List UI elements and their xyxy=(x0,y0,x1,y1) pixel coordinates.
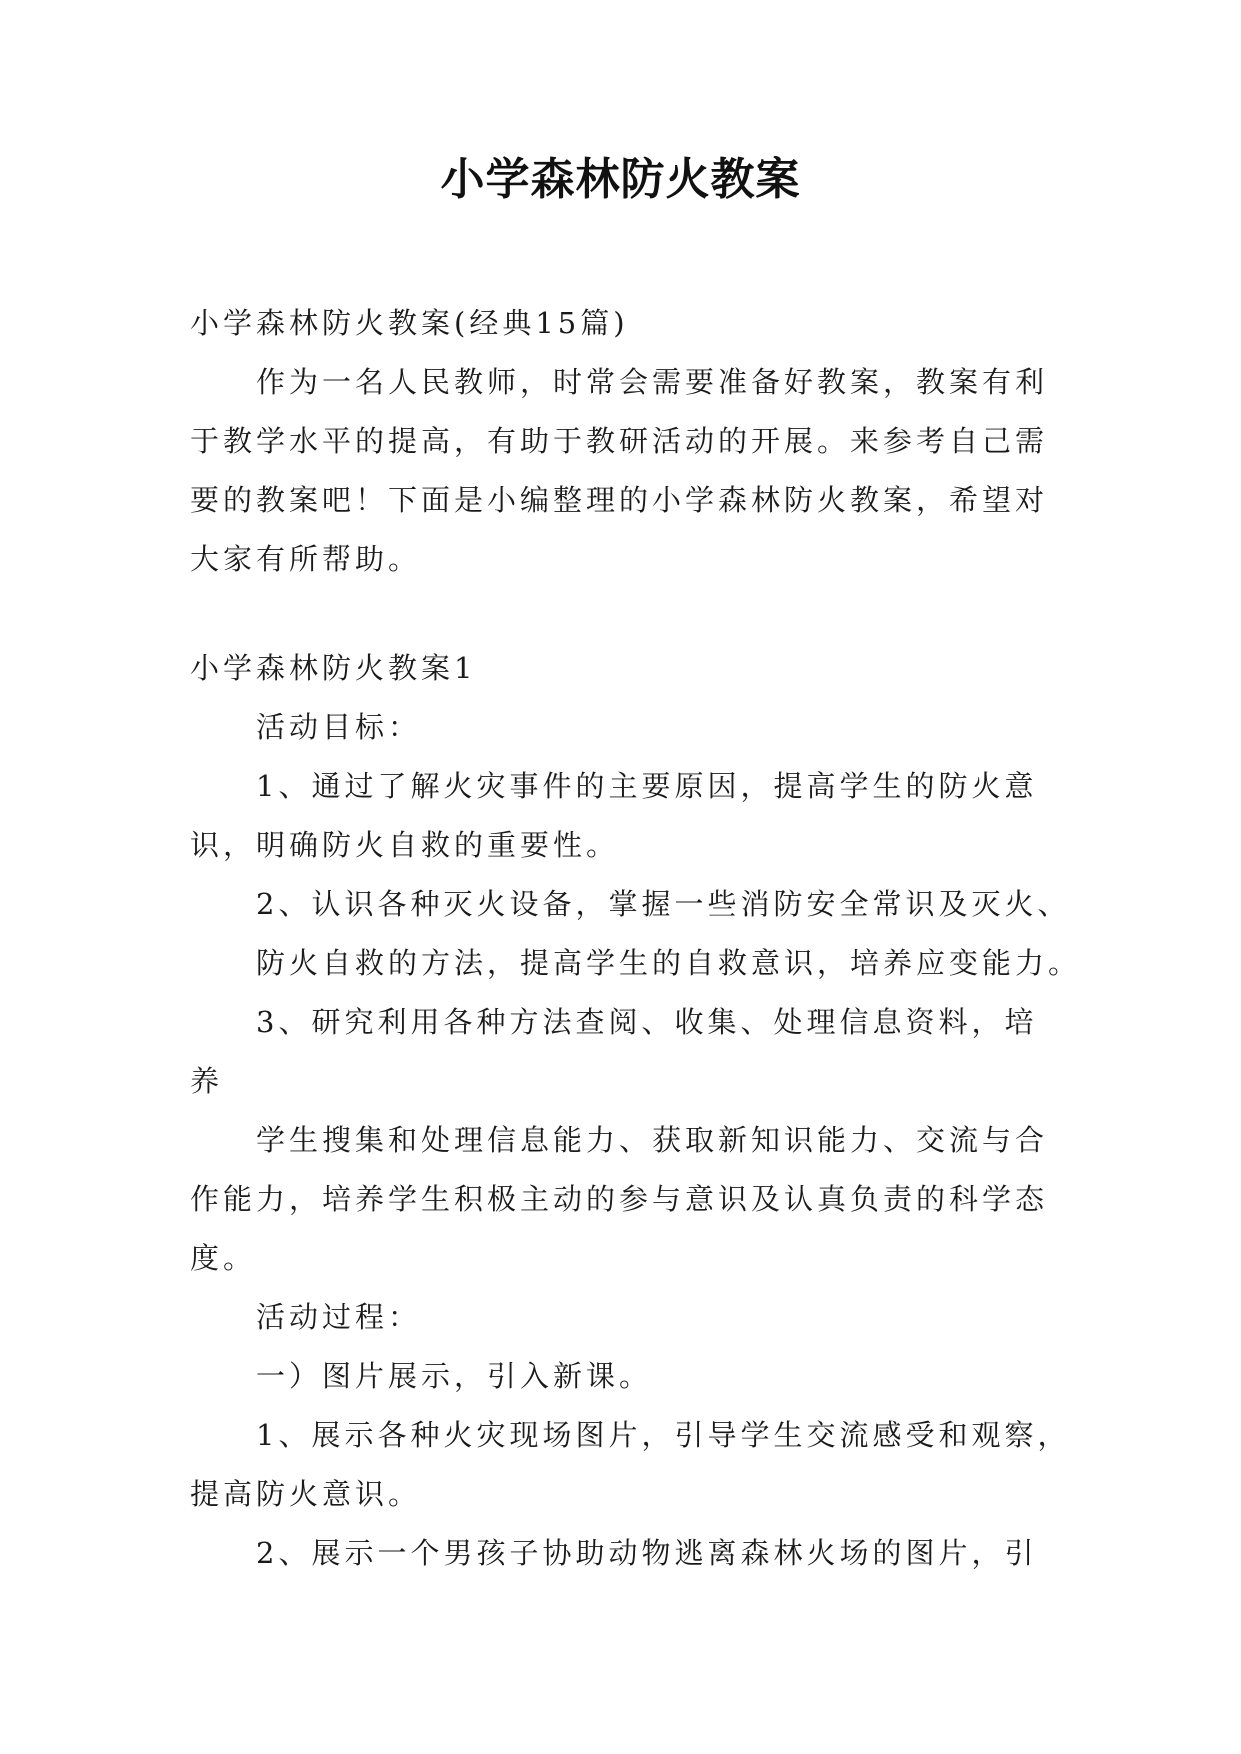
paragraph-line: 养 xyxy=(190,1064,224,1098)
paragraph-line: 1、展示各种火灾现场图片，引导学生交流感受和观察， xyxy=(256,1418,1071,1452)
paragraph-line: 2、展示一个男孩子协助动物逃离森林火场的图片，引 xyxy=(256,1536,1038,1570)
paragraph-line: 活动目标： xyxy=(256,710,422,744)
paragraph-line: 要的教案吧！下面是小编整理的小学森林防火教案，希望对 xyxy=(190,483,1049,517)
paragraph-line: 识，明确防火自救的重要性。 xyxy=(190,828,620,862)
paragraph-line: 学生搜集和处理信息能力、获取新知识能力、交流与合 xyxy=(256,1123,1049,1157)
paragraph-line: 一）图片展示，引入新课。 xyxy=(256,1359,653,1393)
paragraph-line: 大家有所帮助。 xyxy=(190,542,422,576)
section-heading: 小学森林防火教案1 xyxy=(190,651,477,685)
subtitle-line: 小学森林防火教案(经典15篇) xyxy=(190,306,629,340)
paragraph-line: 活动过程： xyxy=(256,1300,422,1334)
paragraph-line: 2、认识各种灭火设备，掌握一些消防安全常识及灭火、 xyxy=(256,887,1071,921)
document-body xyxy=(190,294,1080,1583)
paragraph-line: 防火自救的方法，提高学生的自救意识，培养应变能力。 xyxy=(256,946,1082,980)
paragraph-line: 3、研究利用各种方法查阅、收集、处理信息资料，培 xyxy=(256,1005,1038,1039)
paragraph-line: 作为一名人民教师，时常会需要准备好教案，教案有利 xyxy=(256,365,1049,399)
paragraph-line: 1、通过了解火灾事件的主要原因，提高学生的防火意 xyxy=(256,769,1038,803)
document-title: 小学森林防火教案 xyxy=(440,154,801,205)
paragraph-line: 于教学水平的提高，有助于教研活动的开展。来参考自己需 xyxy=(190,424,1049,458)
section-gap xyxy=(190,589,1080,639)
paragraph-line: 作能力，培养学生积极主动的参与意识及认真负责的科学态 xyxy=(190,1182,1049,1216)
paragraph-line: 提高防火意识。 xyxy=(190,1477,422,1511)
paragraph-line: 度。 xyxy=(190,1241,257,1275)
